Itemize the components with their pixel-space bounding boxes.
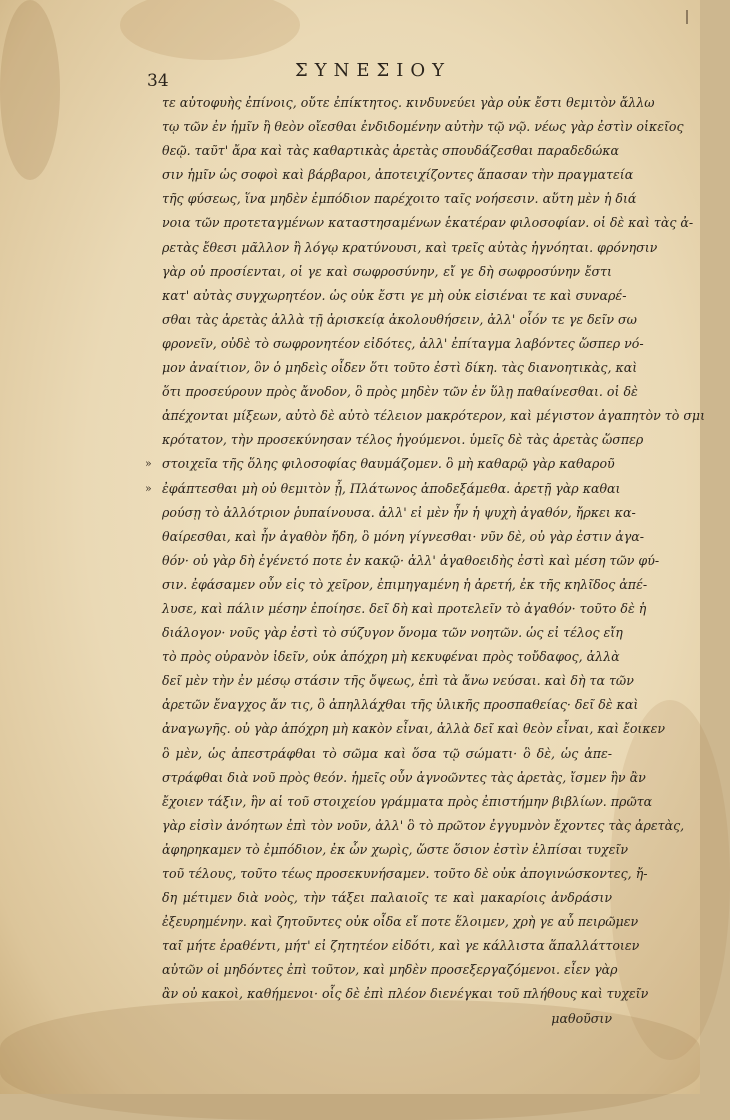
text-line: νοια τῶν προτεταγμένων καταστησαμένων ἑκατέραν φιλοσοφίαν. οἱ δὲ καὶ τὰς ἀ- xyxy=(162,215,694,231)
text-line: ἀναγωγῆς. οὐ γὰρ ἀπόχρη μὴ κακὸν εἶναι, ἀλλὰ δεῖ καὶ θεὸν εἶναι, καὶ ἔοικεν xyxy=(162,721,666,737)
text-line-marked xyxy=(145,452,615,476)
text-line-marked xyxy=(145,477,621,501)
text-line: ἀπέχονται μίξεων, αὐτὸ δὲ αὐτὸ τέλειον μακρότερον, καὶ μέγιστον ἀγαπητὸν τὸ σμι xyxy=(162,408,706,424)
text-line: ἀρετῶν ἔναγχος ἄν τις, ὃ ἀπηλλάχθαι τῆς ὑλικῆς προσπαθείας· δεῖ δὲ καὶ xyxy=(162,697,639,713)
age-stain xyxy=(120,0,300,60)
page-number: 34 xyxy=(147,71,169,91)
text-line: τοῦ τέλους, τοῦτο τέως προσεκυνήσαμεν. τοῦτο δὲ οὐκ ἀπογινώσκοντες, ἤ- xyxy=(162,866,648,881)
text-line: ρετὰς ἔθεσι μᾶλλον ἢ λόγῳ κρατύνουσι, καὶ τρεῖς αὐτὰς ἠγνόηται. φρόνησιν xyxy=(162,239,658,255)
text-line: σιν ἡμῖν ὡς σοφοὶ καὶ βάρβαροι, ἀποτειχίζοντες ἅπασαν τὴν πραγματεία xyxy=(162,167,634,183)
text-line: ταῖ μήτε ἐραθέντι, μήτ' εἰ ζητητέον εἰδότι, καὶ γε κάλλιστα ἅπαλλάττοιεν xyxy=(162,938,640,954)
text-line: λυσε, καὶ πάλιν μέσην ἐποίησε. δεῖ δὴ καὶ προτελεῖν τὸ ἀγαθόν· τοῦτο δὲ ἡ xyxy=(162,600,647,616)
margin-quote-mark: » xyxy=(145,481,152,495)
text-line: θεῷ. ταῦτ' ἄρα καὶ τὰς καθαρτικὰς ἀρετὰς σπουδάζεσθαι παραδεδώκα xyxy=(162,143,620,159)
text-line: ἂν οὐ κακοὶ, καθήμενοι· οἷς δὲ ἐπὶ πλέον διενέγκαι τοῦ πλήθους καὶ τυχεῖν xyxy=(162,986,649,1002)
text-line: μον ἀναίτιον, ὃν ὁ μηδεὶς οἶδεν ὅτι τοῦτο ἐστὶ δίκη. τὰς διανοητικὰς, καὶ xyxy=(162,360,638,376)
body-text xyxy=(145,91,706,1031)
text-line: γὰρ οὐ προσίενται, οἱ γε καὶ σωφροσύνην, εἴ γε δὴ σωφροσύνην ἔστι xyxy=(162,263,612,279)
text-line: σθαι τὰς ἀρετὰς ἀλλὰ τῇ ἀρισκείᾳ ἀκολουθήσειν, ἀλλ' οἷόν τε γε δεῖν σω xyxy=(162,311,637,327)
text-line: ἀφηρηκαμεν τὸ ἐμπόδιον, ἐκ ὧν χωρὶς, ὥστε ὅσιον ἐστὶν ἐλπίσαι τυχεῖν xyxy=(162,841,629,857)
text-line: τῳ τῶν ἐν ἡμῖν ἢ θεὸν οἴεσθαι ἐνδιδομένην αὐτὴν τῷ νῷ. νέως γὰρ ἐστὶν οἰκεῖος xyxy=(162,119,684,135)
text-line: αὐτῶν οἱ μηδόντες ἐπὶ τοῦτον, καὶ μηδὲν προσεξεργαζόμενοι. εἶεν γὰρ xyxy=(162,962,618,978)
text-line: θαίρεσθαι, καὶ ἦν ἀγαθὸν ἤδη, ὃ μόνη γίγνεσθαι· νῦν δὲ, οὐ γὰρ ἐστιν ἀγα- xyxy=(162,528,645,544)
catchword: μαθοῦσιν xyxy=(551,1010,612,1026)
margin-quote-mark: » xyxy=(145,457,152,471)
running-head: ΣΥΝΕΣΙΟΥ xyxy=(295,60,451,81)
text-line: δεῖ μὲν τὴν ἐν μέσῳ στάσιν τῆς ὄψεως, ἐπὶ τὰ ἄνω νεύσαι. καὶ δὴ τα τῶν xyxy=(162,673,634,689)
text-line: ρούσῃ τὸ ἀλλότριον ῥυπαίνουσα. ἀλλ' εἰ μὲν ἦν ἡ ψυχὴ ἀγαθόν, ἤρκει κα- xyxy=(162,504,636,520)
text-line: ἔχοιεν τάξιν, ἣν αἱ τοῦ στοιχείου γράμματα πρὸς ἐπιστήμην βιβλίων. πρῶτα xyxy=(162,793,653,809)
text-line-content: στοιχεῖα τῆς ὅλης φιλοσοφίας θαυμάζομεν. ὃ μὴ καθαρῷ γὰρ καθαροῦ xyxy=(162,456,615,472)
text-line: ὅτι προσεύρουν πρὸς ἄνοδον, ὃ πρὸς μηδὲν τῶν ἐν ὕλῃ παθαίνεσθαι. οἱ δὲ xyxy=(162,384,638,400)
text-line: τῆς φύσεως, ἵνα μηδὲν ἐμπόδιον παρέχοιτο ταῖς νοήσεσιν. αὕτη μὲν ἡ διά xyxy=(162,191,637,207)
text-line: ἐξευρημένην. καὶ ζητοῦντες οὐκ οἶδα εἴ ποτε ἕλοιμεν, χρὴ γε αὖ πειρῶμεν xyxy=(162,914,639,930)
text-line: διάλογον· νοῦς γὰρ ἐστὶ τὸ σύζυγον ὄνομα τῶν νοητῶν. ὡς εἰ τέλος εἴη xyxy=(162,625,623,641)
text-line: γὰρ εἰσὶν ἀνόητων ἐπὶ τὸν νοῦν, ἀλλ' ὃ τὸ πρῶτον ἐγγυμνὸν ἔχοντες τὰς ἀρετὰς, xyxy=(162,817,685,833)
text-line: στράφθαι διὰ νοῦ πρὸς θεόν. ἡμεῖς οὖν ἀγνοῶντες τὰς ἀρετὰς, ἴσμεν ἣν ἂν xyxy=(162,769,646,785)
text-line: τὸ πρὸς οὐρανὸν ἰδεῖν, οὐκ ἀπόχρη μὴ κεκυφέναι πρὸς τοὔδαφος, ἀλλὰ xyxy=(162,649,620,665)
text-line: φρονεῖν, οὐδὲ τὸ σωφρονητέον εἰδότες, ἀλλ' ἐπίταγμα λαβόντες ὥσπερ νό- xyxy=(162,335,644,351)
text-line-content: ἐφάπτεσθαι μὴ οὐ θεμιτὸν ᾖ, Πλάτωνος ἀποδεξάμεθα. ἀρετῇ γὰρ καθαι xyxy=(162,480,621,496)
text-line: κρότατον, τὴν προσεκύνησαν τέλος ἡγούμενοι. ὑμεῖς δὲ τὰς ἀρετὰς ὥσπερ xyxy=(162,432,644,448)
text-line: τε αὐτοφυὴς ἐπίνοις, οὔτε ἐπίκτητος. κινδυνεύει γὰρ οὐκ ἔστι θεμιτὸν ἄλλω xyxy=(162,95,655,110)
text-line: θόν· οὐ γὰρ δὴ ἐγένετό ποτε ἐν κακῷ· ἀλλ' ἀγαθοειδὴς ἐστὶ καὶ μέση τῶν φύ- xyxy=(162,552,660,568)
edge-mark xyxy=(686,10,688,24)
text-line: κατ' αὐτὰς συγχωρητέον. ὡς οὐκ ἔστι γε μὴ οὐκ εἰσιέναι τε καὶ συναρέ- xyxy=(162,287,627,303)
text-line: σιν. ἐφάσαμεν οὖν εἰς τὸ χεῖρον, ἐπιμηγαμένη ἡ ἀρετή, ἐκ τῆς κηλῖδος ἀπέ- xyxy=(162,576,648,592)
age-stain xyxy=(0,0,60,180)
text-line: δη μέτιμεν διὰ νοὸς, τὴν τάξει παλαιοῖς τε καὶ μακαρίοις ἀνδράσιν xyxy=(162,890,612,906)
text-line: ὃ μὲν, ὡς ἀπεστράφθαι τὸ σῶμα καὶ ὅσα τῷ σώματι· ὃ δὲ, ὡς ἀπε- xyxy=(162,745,612,761)
